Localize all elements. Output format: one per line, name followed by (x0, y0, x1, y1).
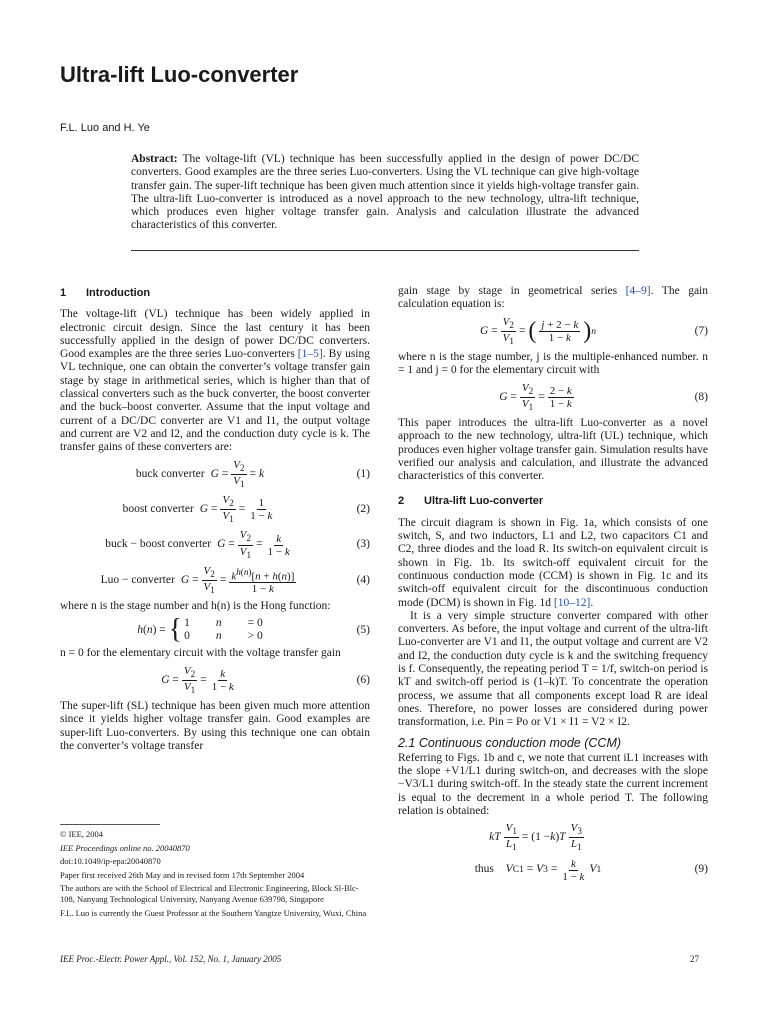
section-1-heading (60, 287, 370, 300)
footnote-received: Paper first received 26th May and in revised form 17th September 2004 (60, 869, 305, 880)
equation-1: buck converter G = $\frac{V_2}{V_1}$ = k (1) (135, 458, 370, 489)
equation-label: buck − boost converter (105, 538, 212, 551)
equation-label: Luo − converter (100, 573, 175, 586)
citation-link[interactable]: [1–5] (297, 348, 323, 361)
equation-2: boost converter G = $\frac{V_2}{V_1}$ = $\frac{1}{1 - k}$ (2) (122, 493, 370, 525)
citation-link[interactable]: [10–12] (553, 596, 591, 609)
right-column (398, 285, 708, 887)
equation-number: (4) (356, 573, 370, 586)
paper-title: Ultra-lift Luo-converter (60, 62, 299, 87)
equation-6: G = $\frac{V_2}{V_1}$ = $\frac{k}{1 - k}$ (6) (161, 664, 370, 696)
equation-number: (1) (356, 467, 370, 480)
equation-label: buck converter (135, 467, 205, 480)
footnote-online: IEE Proceedings online no. 20040870 (60, 842, 190, 853)
section-2-heading (398, 495, 708, 508)
footnote-copyright: © IEE, 2004 (60, 829, 104, 839)
equation-number: (8) (694, 390, 708, 403)
section-title: Ultra-lift Luo-converter (424, 495, 544, 508)
journal-footer: IEE Proc.-Electr. Power Appl., Vol. 152, No. 1, January 2005 (60, 954, 282, 964)
subsection-2-1-heading: 2.1 Continuous conduction mode (CCM) (398, 736, 622, 751)
text-run: gain stage by stage in geometrical series (398, 285, 626, 297)
footnote-doi: doi:10.1049/ip-epa:20040870 (60, 856, 161, 867)
equation-7: G = $\frac{V_2}{V_1}$ = ( $\frac{j + 2 - k}{1 - k}$ ) n (7) (479, 315, 708, 346)
text-run: The circuit diagram is shown in Fig. 1a, which consists of one switch, S, and two inductors, L1 and L2, two capacitors C1 and C2, three diodes and the load R. Its switch-on equivalent circuit is shown in Fig. 1b. Its switch-off equivalent circuit for the continuous conduction mode (CCM) is shown in Fig. 1c and its switch-off equivalent circuit for the discontinuous conduction mode (DCM) is shown in Fig. 1d (398, 516, 708, 609)
section-number: 2 (398, 495, 405, 508)
text-run: The voltage-lift (VL) technique has been widely applied in electronic circuit design. Since the last century it has been successfully applied in the design of power DC/DC converters. Good examples are the three series Luo-converters (60, 308, 370, 361)
subsection-paragraph-1: Referring to Figs. 1b and c, we note that current iL1 increases with the slope +V1/L1 during switch-on, and decreases with the slope −V3/L1 during switch-off. In the steady state the current increment is equal to the decrement in a whole period T. The following relation is obtained: (398, 751, 708, 817)
left-column (60, 285, 370, 753)
equation-label: boost converter (122, 502, 194, 515)
footnote-divider (60, 824, 160, 825)
intro-paragraph-4: The super-lift (SL) technique has been given much more attention since it yields higher voltage transfer gain. Good examples are super-lift Luo-converters. By using this technique one can obtain the converter’s voltage transfer (60, 700, 370, 752)
equation-5: h ( n ) = { 1 n = 0 0 n > 0 (5) (137, 614, 370, 646)
equation-number: (2) (356, 502, 370, 515)
equation-4: Luo − converter G = $\frac{V_2}{V_1}$ = $\frac{k^{h(n)}[n + h(n)]}{1 - k}$ (4) (100, 564, 370, 596)
equation-9: thus V C1 = V 3 = $\frac{k}{1 - k}$ V 1 (9) (474, 857, 708, 883)
intro-paragraph-1 (60, 308, 370, 454)
text-run: . (590, 596, 594, 609)
right-paragraph-2: where n is the stage number, j is the multiple-enhanced number. n = 1 and j = 0 for the elementary circuit with (398, 350, 708, 377)
abstract-text: The voltage-lift (VL) technique has been successfully applied in the design of power DC/DC converters. Good examples are the three series Luo-converters. Using the VL technique can give high-voltage transfer gain. The super-lift technique has been given much attention since it yields high-voltage transfer gain. The ultra-lift Luo-converter is introduced as a novel approach to the new technology, ultra-lift technique, which produces even higher voltage transfer gain. Analysis and calculation illustrate the advanced characteristics of this converter. (131, 153, 639, 232)
citation-link[interactable]: [4–9] (625, 285, 651, 297)
equation-number: (3) (356, 538, 370, 551)
section2-paragraph-2: It is a very simple structure converter compared with other converters. As before, the input voltage and current of the ultra-lift Luo-converter are V1 and I1, the output voltage and current are V2 and I2, the conduction duty cycle is k and the switching frequency is f. Consequently, the repeating period T = 1/f, switch-on period is kT and switch-off period is (1–k)T. To concentrate the operation process, we assume that all components except load R are ideal ones. Therefore, no power losses are considered during power transformation, i.e. Pin = Po or V1 × I1 = V2 × I2. (398, 609, 708, 729)
abstract-divider (131, 250, 639, 251)
section2-paragraph-1 (398, 517, 708, 610)
right-paragraph-3: This paper introduces the ultra-lift Luo-converter as a novel approach to the new technology, ultra-lift (UL) technique, which produces even higher voltage transfer gain. Simulation results have verified our analysis and calculation, and illustrate the advanced characteristics of this converter. (398, 416, 708, 483)
equation-number: (6) (356, 673, 370, 686)
page-number: 27 (690, 954, 699, 964)
right-paragraph-1 (398, 285, 708, 312)
equation-number: (9) (694, 863, 708, 876)
equation-3: buck − boost converter G = $\frac{V_2}{V_1}$ = $\frac{k}{1 - k}$ (3) (105, 529, 370, 560)
intro-paragraph-3: n = 0 for the elementary circuit with the voltage transfer gain (60, 647, 341, 660)
text-run: . By using VL technique, one can obtain the converter’s voltage transfer gain stage by stage in arithmetical series, which is higher than that of classical converters such as the buck converter, the boost converter and the buck–boost converter. Assume that the input voltage and current of a DC/DC converter are V1 and I1, the output voltage and current are V2 and I2, and the conduction duty cycle is k. The transfer gains of these converters are: (60, 348, 371, 454)
equation-8: G = $\frac{V_2}{V_1}$ = $\frac{2 - k}{1 - k}$ (8) (499, 381, 708, 412)
abstract (131, 153, 639, 233)
footnote-affiliation: The authors are with the School of Electrical and Electronic Engineering, Block Sl-Blc-108, Nanyang Technological University, Nanyang Avenue 639798, Singapore (60, 883, 359, 904)
section-number: 1 (60, 287, 67, 299)
text-run: . The gain calculation equation is: (398, 285, 708, 311)
footnotes (60, 829, 370, 921)
equation-9a: kT $\frac{V_1}{L_1}$ = (1 − k ) T $\frac{V_3}{L_1}$ (489, 822, 582, 853)
equation-number: (5) (356, 623, 370, 636)
abstract-label: Abstract: (131, 153, 178, 165)
footnote-guest: F.L. Luo is currently the Guest Professor at the Southern Yangtze University, Wuxi, China (60, 907, 367, 918)
equation-label: thus (474, 863, 494, 876)
section-title: Introduction (86, 287, 151, 299)
intro-paragraph-2: where n is the stage number and h(n) is the Hong function: (60, 600, 331, 613)
equation-number: (7) (694, 324, 708, 337)
authors: F.L. Luo and H. Ye (60, 122, 150, 134)
